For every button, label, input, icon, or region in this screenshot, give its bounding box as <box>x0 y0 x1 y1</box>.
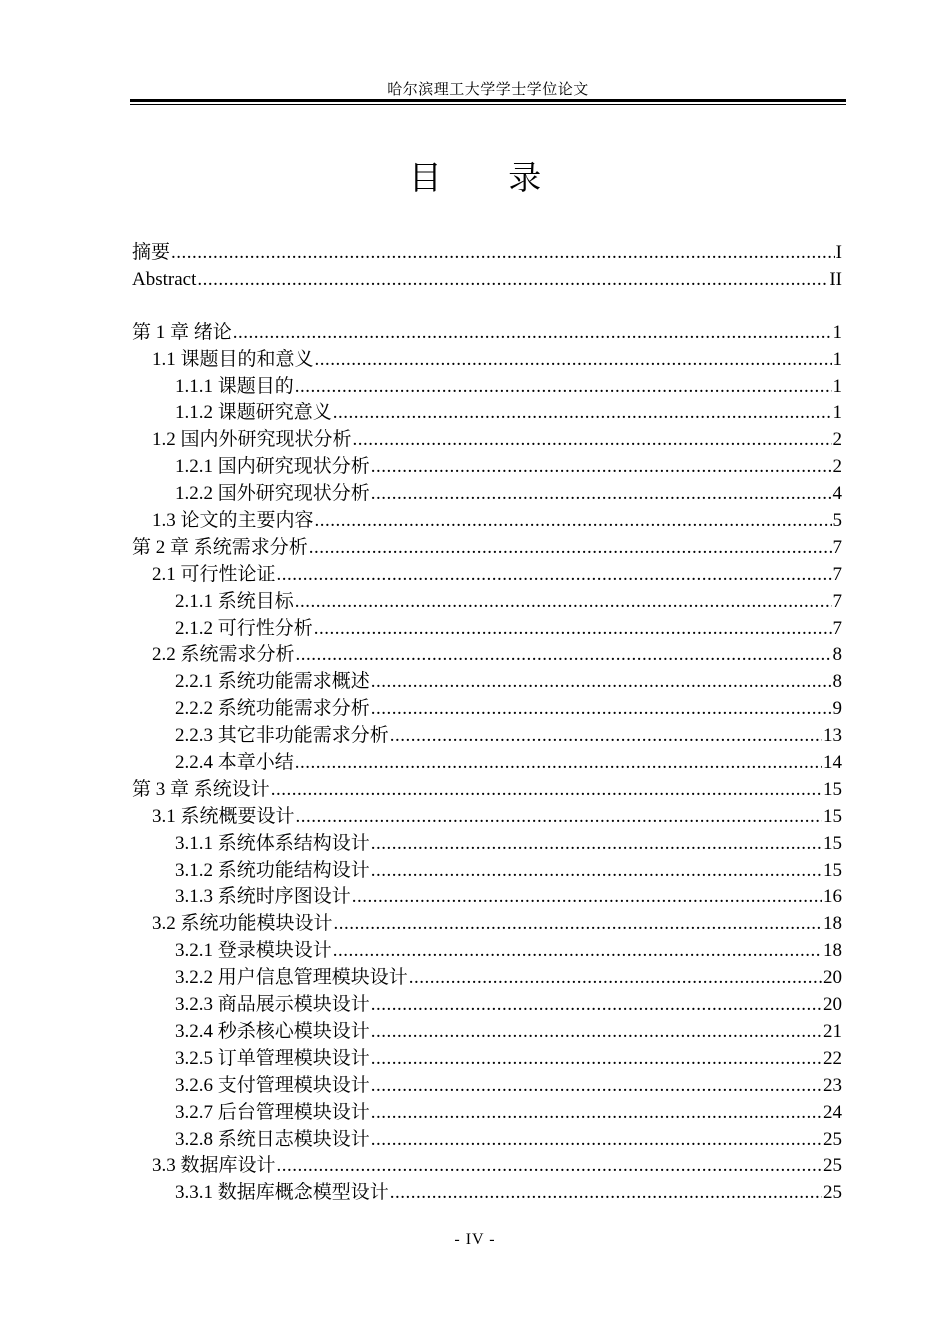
toc-entry-label: 2.1.2 可行性分析 <box>175 617 313 639</box>
toc-entry-label: 3.3.1 数据库概念模型设计 <box>175 1182 389 1204</box>
toc-entry[interactable] <box>130 1153 842 1180</box>
toc-leader-dots <box>296 642 832 669</box>
toc-leader-dots <box>333 938 822 965</box>
toc-leader-dots <box>371 696 832 723</box>
toc-entry[interactable] <box>130 427 842 454</box>
toc-entry[interactable] <box>130 1127 842 1154</box>
toc-entry[interactable] <box>130 696 842 723</box>
toc-entry-page: 25 <box>823 1155 842 1177</box>
toc-entry-page: 7 <box>832 563 842 585</box>
toc-entry-label: 3.1 系统概要设计 <box>152 805 295 827</box>
toc-entry-label: 2.1 可行性论证 <box>152 563 276 585</box>
toc-entry-page: II <box>829 268 842 290</box>
toc-entry-page: 1 <box>832 321 842 343</box>
toc-leader-dots <box>315 347 832 374</box>
toc-entry-page: 1 <box>832 348 842 370</box>
toc-leader-dots <box>333 400 832 427</box>
toc-entry-page: 13 <box>823 725 842 747</box>
toc-entry[interactable] <box>130 1046 842 1073</box>
toc-leader-dots <box>314 616 832 643</box>
toc-entry-label: 3.1.2 系统功能结构设计 <box>175 859 370 881</box>
toc-entry[interactable] <box>130 347 842 374</box>
table-of-contents <box>130 240 842 1207</box>
toc-leader-dots <box>371 992 822 1019</box>
toc-entry-label: 3.2.2 用户信息管理模块设计 <box>175 967 408 989</box>
toc-entry-page: 8 <box>832 671 842 693</box>
toc-entry-label: Abstract <box>132 268 197 290</box>
toc-entry[interactable] <box>130 750 842 777</box>
toc-leader-dots <box>371 831 822 858</box>
toc-entry[interactable] <box>130 616 842 643</box>
toc-entry[interactable] <box>130 400 842 427</box>
toc-entry-page: 15 <box>823 778 842 800</box>
toc-entry-label: 3.3 数据库设计 <box>152 1155 276 1177</box>
toc-entry[interactable] <box>130 938 842 965</box>
toc-leader-dots <box>171 240 835 267</box>
toc-entry-page: 5 <box>832 510 842 532</box>
toc-leader-dots <box>371 1073 822 1100</box>
toc-entry-label: 摘要 <box>132 242 171 263</box>
toc-leader-dots <box>295 589 832 616</box>
toc-entry-page: 22 <box>823 1047 842 1069</box>
toc-entry-page: 20 <box>823 967 842 989</box>
toc-entry[interactable] <box>130 320 842 347</box>
toc-entry[interactable] <box>130 911 842 938</box>
toc-entry-page: 1 <box>832 402 842 424</box>
toc-entry[interactable] <box>130 1019 842 1046</box>
toc-entry-label: 1.2 国内外研究现状分析 <box>152 429 352 451</box>
toc-entry-page: 7 <box>832 590 842 612</box>
toc-leader-dots <box>277 562 832 589</box>
toc-entry-page: 14 <box>823 752 842 774</box>
toc-entry[interactable] <box>130 858 842 885</box>
page-title: 目 录 <box>408 158 570 197</box>
toc-entry-label: 3.2.1 登录模块设计 <box>175 940 332 962</box>
toc-leader-dots <box>233 320 832 347</box>
toc-entry-label: 第 2 章 系统需求分析 <box>132 536 308 558</box>
toc-entry-label: 2.1.1 系统目标 <box>175 590 294 612</box>
toc-entry-label: 1.1.2 课题研究意义 <box>175 402 332 424</box>
toc-leader-dots <box>371 481 832 508</box>
toc-leader-dots <box>352 884 822 911</box>
page-number: - IV - <box>454 1231 496 1248</box>
toc-entry-page: 16 <box>823 886 842 908</box>
toc-leader-dots <box>371 858 822 885</box>
toc-entry[interactable] <box>130 535 842 562</box>
toc-entry-page: 9 <box>832 698 842 720</box>
toc-entry[interactable] <box>130 965 842 992</box>
toc-entry-label: 2.2.1 系统功能需求概述 <box>175 671 370 693</box>
toc-entry-label: 2.2.2 系统功能需求分析 <box>175 698 370 720</box>
toc-leader-dots <box>197 267 828 294</box>
toc-entry[interactable] <box>130 1073 842 1100</box>
toc-entry-label: 2.2.3 其它非功能需求分析 <box>175 725 389 747</box>
toc-leader-dots <box>371 669 832 696</box>
toc-entry[interactable] <box>130 508 842 535</box>
toc-entry[interactable] <box>130 454 842 481</box>
header-rule-thin <box>130 104 846 105</box>
toc-entry-label: 3.2.3 商品展示模块设计 <box>175 994 370 1016</box>
toc-entry-page: 7 <box>832 536 842 558</box>
toc-entry-page: 21 <box>823 1020 842 1042</box>
toc-entry-label: 1.1.1 课题目的 <box>175 375 294 397</box>
toc-entry[interactable] <box>130 642 842 669</box>
toc-leader-dots <box>353 427 832 454</box>
toc-entry[interactable] <box>130 831 842 858</box>
toc-entry-label: 2.2 系统需求分析 <box>152 644 295 666</box>
toc-leader-dots <box>390 1180 822 1207</box>
toc-entry-page: 2 <box>832 429 842 451</box>
toc-entry-page: 8 <box>832 644 842 666</box>
toc-leader-dots <box>295 374 832 401</box>
toc-entry-label: 1.2.1 国内研究现状分析 <box>175 456 370 478</box>
toc-entry-page: 18 <box>823 913 842 935</box>
toc-entry[interactable] <box>130 267 842 294</box>
toc-entry-label: 3.2.6 支付管理模块设计 <box>175 1074 370 1096</box>
toc-entry-page: 15 <box>823 832 842 854</box>
toc-entry[interactable] <box>130 723 842 750</box>
toc-entry[interactable] <box>130 1180 842 1207</box>
toc-entry-page: I <box>835 242 842 263</box>
toc-entry[interactable] <box>130 240 842 267</box>
toc-entry-label: 第 3 章 系统设计 <box>132 778 270 800</box>
toc-entry-page: 1 <box>832 375 842 397</box>
toc-entry-page: 15 <box>823 805 842 827</box>
toc-leader-dots <box>371 454 832 481</box>
toc-entry-page: 2 <box>832 456 842 478</box>
toc-entry[interactable] <box>130 804 842 831</box>
toc-leader-dots <box>371 1127 822 1154</box>
toc-entry-label: 3.1.3 系统时序图设计 <box>175 886 351 908</box>
toc-entry-page: 23 <box>823 1074 842 1096</box>
toc-leader-dots <box>371 1046 822 1073</box>
toc-entry-label: 1.2.2 国外研究现状分析 <box>175 483 370 505</box>
header-rule-thick <box>130 99 846 102</box>
toc-entry-page: 15 <box>823 859 842 881</box>
toc-leader-dots <box>371 1100 822 1127</box>
toc-leader-dots <box>277 1153 822 1180</box>
toc-entry-label: 2.2.4 本章小结 <box>175 752 294 774</box>
toc-entry[interactable] <box>130 589 842 616</box>
toc-entry-label: 3.2 系统功能模块设计 <box>152 913 333 935</box>
toc-entry-label: 1.3 论文的主要内容 <box>152 510 314 532</box>
toc-entry-label: 第 1 章 绪论 <box>132 321 232 343</box>
toc-entry-page: 24 <box>823 1101 842 1123</box>
running-header: 哈尔滨理工大学学士学位论文 <box>387 82 589 98</box>
toc-leader-dots <box>309 535 832 562</box>
toc-entry[interactable] <box>130 884 842 911</box>
toc-leader-dots <box>271 777 822 804</box>
toc-entry-label: 1.1 课题目的和意义 <box>152 348 314 370</box>
toc-entry-label: 3.2.8 系统日志模块设计 <box>175 1128 370 1150</box>
toc-entry[interactable] <box>130 992 842 1019</box>
toc-leader-dots <box>409 965 822 992</box>
toc-leader-dots <box>296 804 822 831</box>
toc-entry-label: 3.1.1 系统体系结构设计 <box>175 832 370 854</box>
toc-entry[interactable] <box>130 777 842 804</box>
toc-entry[interactable] <box>130 481 842 508</box>
toc-leader-dots <box>295 750 822 777</box>
toc-entry-label: 3.2.5 订单管理模块设计 <box>175 1047 370 1069</box>
toc-entry-page: 18 <box>823 940 842 962</box>
toc-entry-page: 20 <box>823 994 842 1016</box>
toc-leader-dots <box>371 1019 822 1046</box>
toc-entry-label: 3.2.7 后台管理模块设计 <box>175 1101 370 1123</box>
toc-entry-page: 4 <box>832 483 842 505</box>
toc-entry[interactable] <box>130 374 842 401</box>
toc-entry-label: 3.2.4 秒杀核心模块设计 <box>175 1020 370 1042</box>
toc-entry[interactable] <box>130 1100 842 1127</box>
toc-leader-dots <box>390 723 822 750</box>
toc-leader-dots <box>315 508 832 535</box>
toc-leader-dots <box>334 911 822 938</box>
toc-entry[interactable] <box>130 562 842 589</box>
toc-entry-page: 7 <box>832 617 842 639</box>
toc-entry[interactable] <box>130 669 842 696</box>
toc-entry-page: 25 <box>823 1182 842 1204</box>
toc-entry-page: 25 <box>823 1128 842 1150</box>
